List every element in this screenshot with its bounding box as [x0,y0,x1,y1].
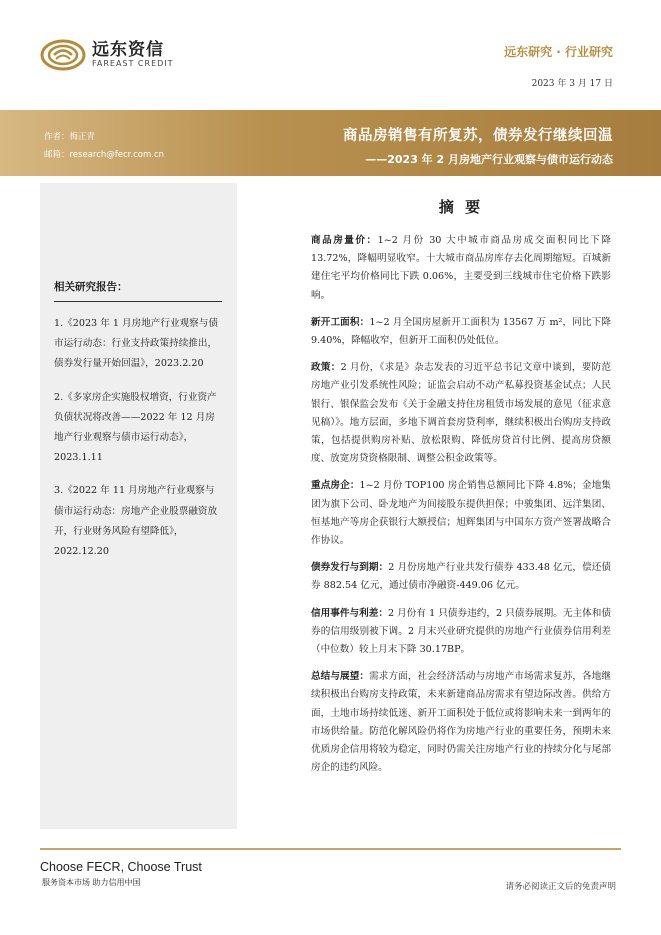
paragraph-text: 2 月份，《求是》杂志发表的习近平总书记文章中谈到，要防范房地产业引发系统性风险；证监会启动不动产私募投资基金试点；人民银行、银保监会发布《关于金融支持住房租赁市场发展的意见（征求意见稿）》。地方层面，多地下调首套房贷利率，继续积极出台购房支持政策，包括提供购房补贴、放松限购、降低房贷首付比例、提高房贷额度、放宽房贷资格限制、调整公积金政策等。 [311,362,612,465]
logo-cn-text: 远东资信 [92,40,164,60]
paragraph-label: 债券发行与到期： [311,562,389,574]
paragraph-text: 需求方面，社会经济活动与房地产市场需求复苏，各地继续积极出台购房支持政策，未来新建商品房需求有望边际改善。供给方面，土地市场持续低迷、新开工面积处于低位或将影响未来一到两年的市场供给量。防范化解风险仍将作为房地产行业的重要任务，预期未来优质房企信用将较为稳定，同时仍需关注房地产行业的持续分化与尾部房企的违约风险。 [311,671,612,774]
author: 作者：梅正青 [44,132,96,142]
title-banner [0,110,661,176]
paragraph-label: 商品房量价： [311,235,378,246]
paragraph-text: 1~2 月份 30 大中城市商品房成交面积同比下降 13.72%，降幅明显收窄。十大城市商品房库存去化周期缩短。百城新建住宅平均价格同比下跌 0.06%，主要受到三线城市住宅价格下跌影响。 [311,235,611,301]
footer-slogan-cn: 服务资本市场 助力信用中国 [42,878,141,887]
summary-paragraph [311,605,611,660]
related-report-item: 1.《2023 年 1 月房地产行业观察与债市运行动态：行业支持政策持续推出，债券发行量开始回温》，2023.2.20 [54,318,218,370]
footer-slogan-en: Choose FECR, Choose Trust [40,860,202,874]
fareast-credit-logo-icon [40,38,86,72]
summary-paragraph [311,314,611,350]
paragraph-text: 2 月份房地产行业共发行债券 433.48 亿元，偿还债券 882.54 亿元，通过债市净融资-449.06 亿元。 [311,562,611,592]
report-subtitle: ——2023 年 2 月房地产行业观察与债市运行动态 [365,153,613,166]
author-email: 邮箱：research@fecr.com.cn [44,150,165,160]
related-report-item: 2.《多家房企实施股权增资，行业资产负债状况将改善——2022 年 12 月房地产行业观察与债市运行动态》，2023.1.11 [54,391,217,464]
footer-divider [40,848,621,850]
summary-paragraph [311,232,611,305]
paragraph-text: 1~2 月全国房屋新开工面积为 13567 万 m²，同比下降 9.40%，降幅收窄，但新开工面积仍处低位。 [311,316,611,347]
summary-paragraph [311,559,611,595]
paragraph-text: 1~2 月份 TOP100 房企销售总额同比下降 4.8%；金地集团为旗下公司、卧龙地产为间接股东提供担保；中骏集团、远洋集团、恒基地产等房企获银行大额授信；旭辉集团与中国东方资产签署战略合作协议。 [311,480,611,547]
related-reports-heading: 相关研究报告： [54,279,222,302]
summary-paragraph [311,668,611,777]
related-report-item: 3.《2022 年 11 月房地产行业观察与债市运行动态：房地产企业股票融资放开，行业财务风险有望降低》，2022.12.20 [54,485,218,558]
report-date: 2023 年 3 月 17 日 [531,79,613,89]
summary-paragraph [311,359,611,468]
footer-disclaimer: 请务必阅读正文后的免责声明 [505,882,616,892]
paragraph-label: 重点房企： [311,480,360,492]
paragraph-label: 总结与展望： [311,671,370,683]
report-title: 商品房销售有所复苏，债券发行继续回温 [343,128,613,144]
paragraph-text: 2 月份有 1 只债券违约，2 只债券展期。无主体和债券的信用级别被下调。2 月末兴业研究提供的房地产行业债券信用利差（中位数）较上月末下降 30.17BP。 [311,607,612,656]
report-category: 远东研究 · 行业研究 [504,45,613,59]
logo-en-text: FAREAST CREDIT [92,59,174,68]
report-title-block [343,124,613,167]
paragraph-label: 新开工面积： [311,316,370,328]
related-reports-sidebar [40,183,237,829]
summary-title: 摘 要 [438,198,484,216]
summary-paragraph [311,477,611,550]
paragraph-label: 政策： [311,362,341,374]
summary-section [311,196,611,786]
paragraph-label: 信用事件与利差： [311,607,388,619]
author-block [44,128,164,164]
company-logo [40,38,174,72]
